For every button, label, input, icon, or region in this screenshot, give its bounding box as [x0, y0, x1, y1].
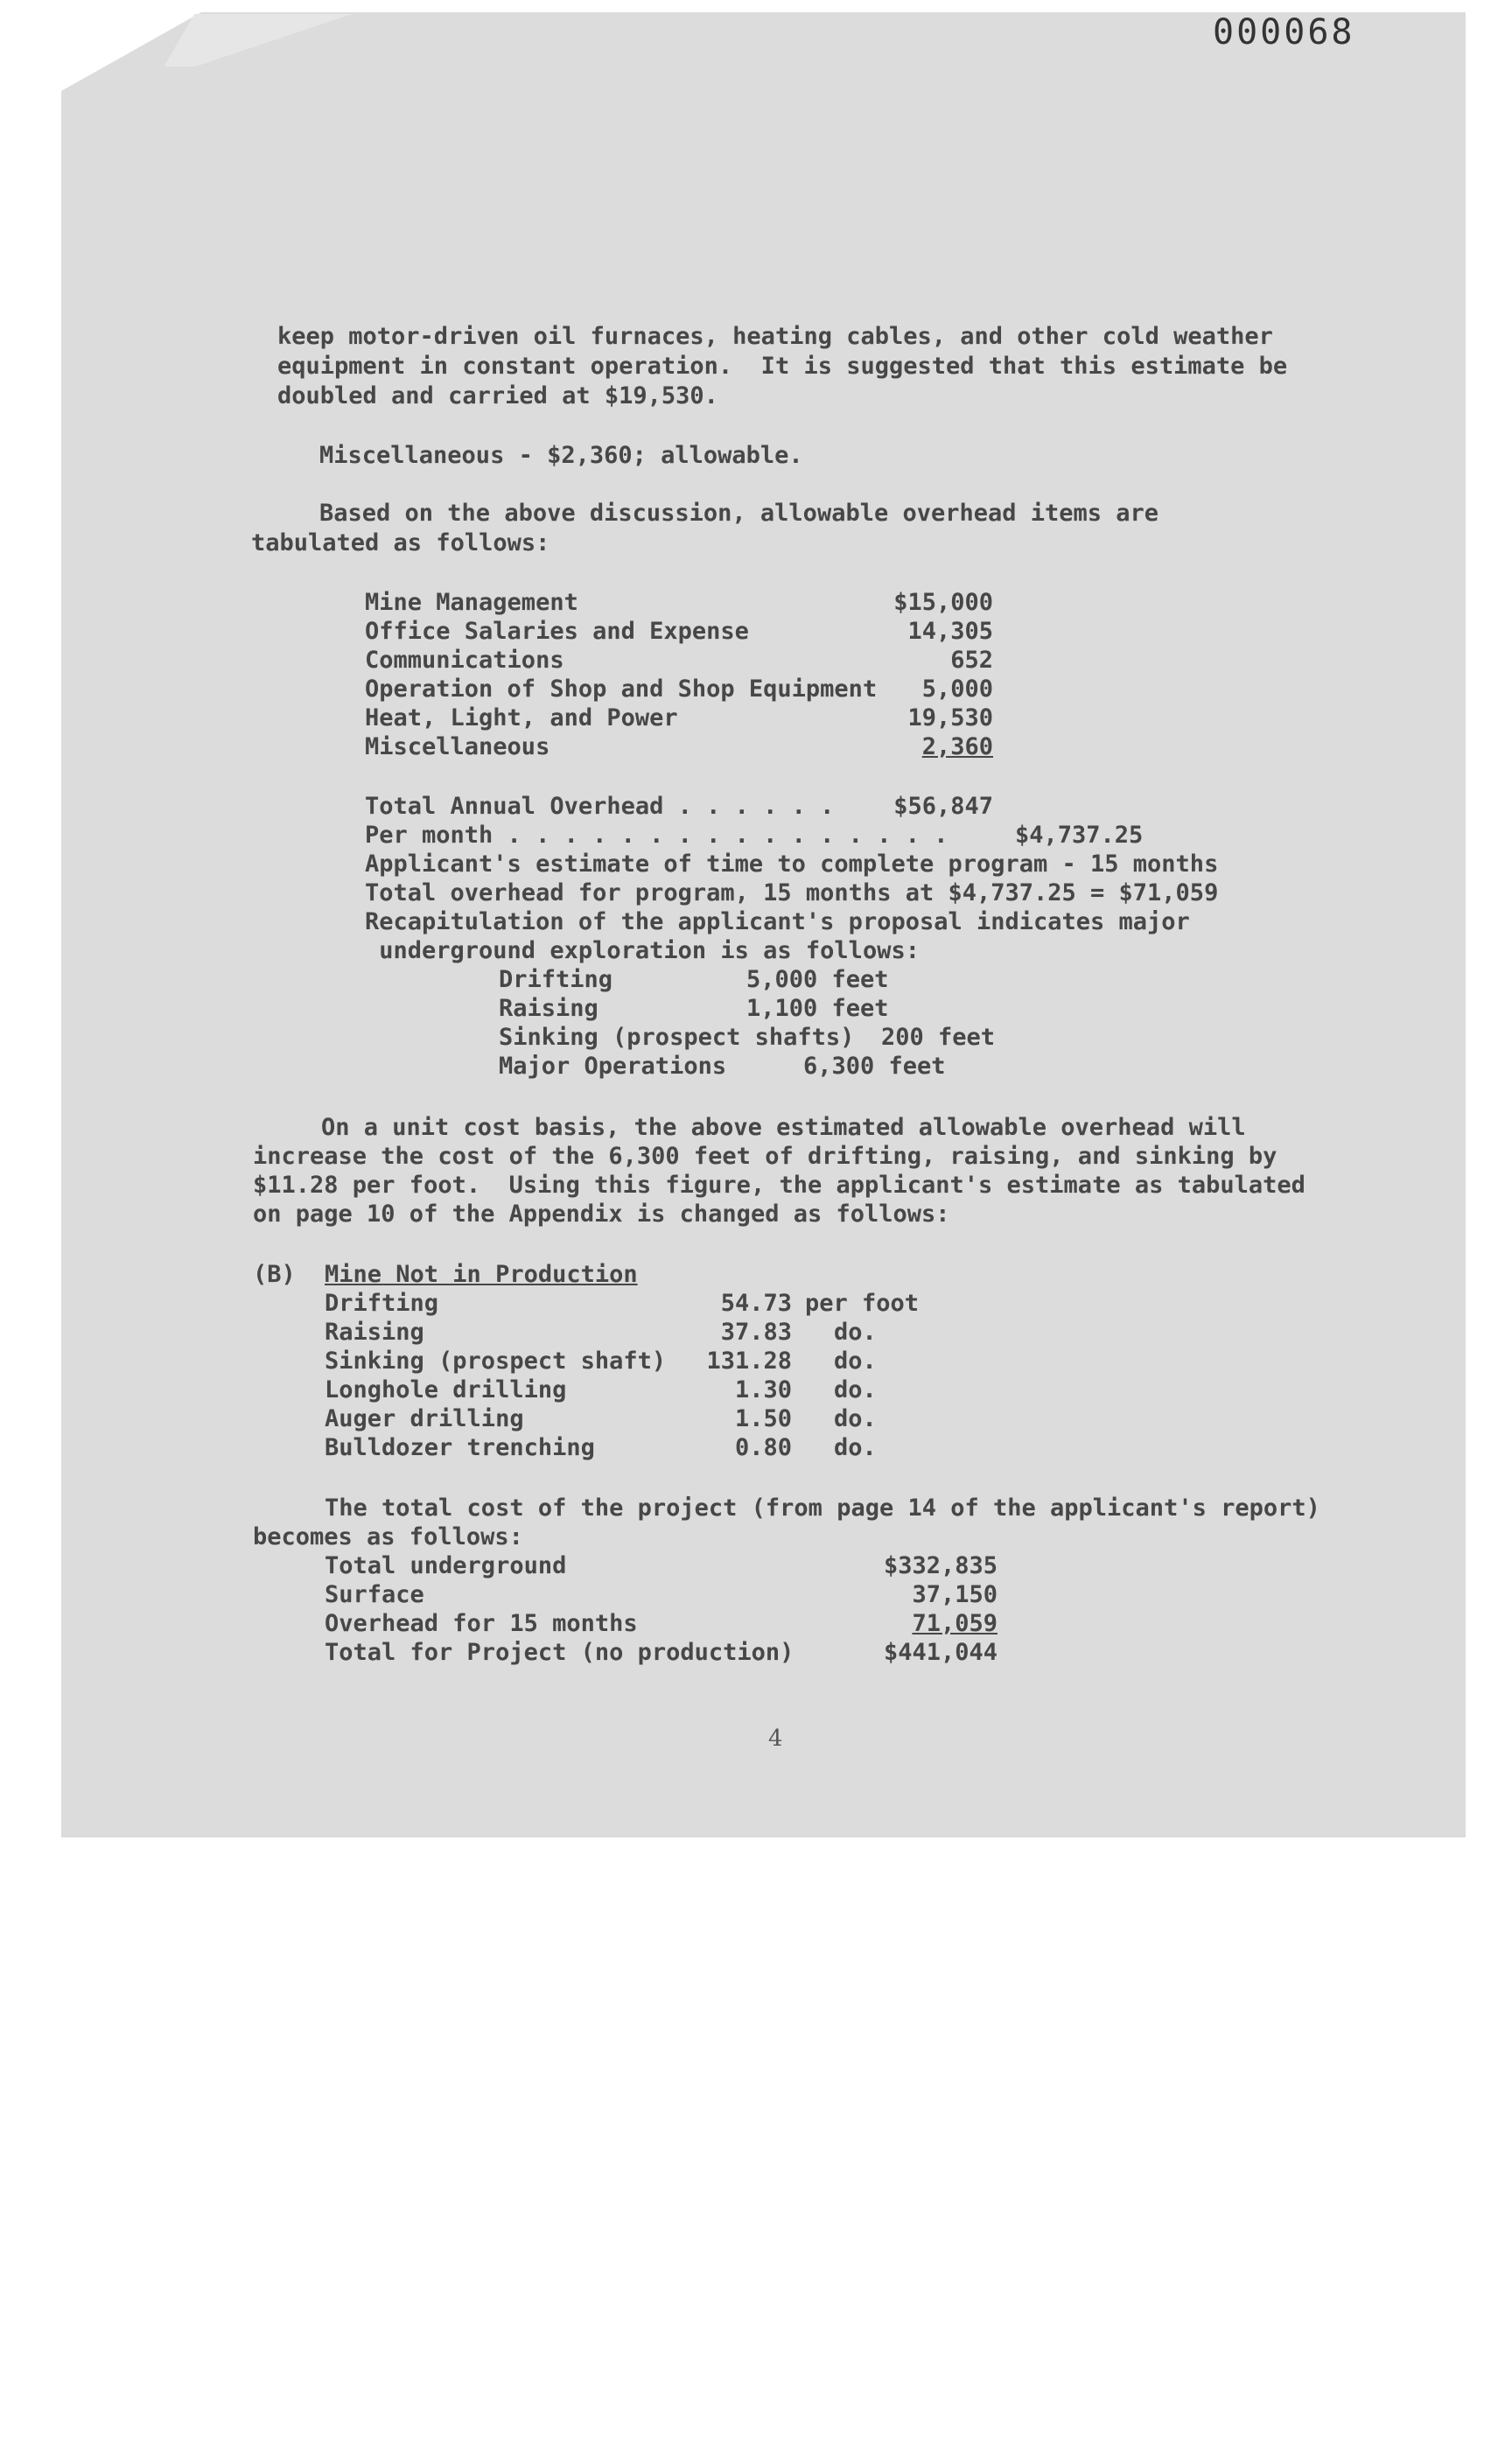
estimate-line: Applicant's estimate of time to complete program - 15 months	[365, 850, 1219, 878]
project-total-label: Total for Project (no production)	[325, 1639, 794, 1666]
exploration-label: Raising	[499, 995, 598, 1022]
miscellaneous-line: Miscellaneous - $2,360; allowable.	[319, 442, 803, 469]
overhead-item-label: Miscellaneous	[365, 733, 550, 760]
section-b-title: Mine Not in Production	[325, 1261, 638, 1288]
based-line-1: Based on the above discussion, allowable overhead items are	[319, 500, 1159, 527]
total-cost-line-1: The total cost of the project (from page 14 of the applicant's report)	[325, 1494, 1320, 1522]
unit-cost-unit: per foot	[805, 1290, 920, 1317]
unit-cost-value: 131.28	[706, 1348, 792, 1375]
total-cost-line-2: becomes as follows:	[253, 1523, 523, 1550]
unit-cost-label: Raising	[325, 1319, 424, 1346]
page-number: 4	[768, 1726, 783, 1752]
unit-cost-line-4: on page 10 of the Appendix is changed as follows:	[253, 1200, 950, 1228]
recap-line-1: Recapitulation of the applicant's proposal indicates major	[365, 908, 1190, 935]
project-total-value: $441,044	[883, 1639, 998, 1666]
unit-cost-value: 37.83	[720, 1319, 792, 1346]
exploration-value: 6,300 feet	[803, 1053, 946, 1080]
total-annual-value: $56,847	[893, 793, 993, 820]
project-total-value: $332,835	[883, 1552, 998, 1579]
unit-cost-label: Auger drilling	[325, 1405, 524, 1432]
exploration-label: Drifting	[499, 966, 613, 993]
intro-line-3: doubled and carried at $19,530.	[277, 382, 718, 410]
project-total-value: 71,059	[912, 1610, 998, 1637]
overhead-item-value: 652	[950, 647, 993, 674]
unit-cost-label: Longhole drilling	[325, 1376, 567, 1404]
overhead-item-value: 2,360	[921, 733, 993, 760]
overhead-item-value: $15,000	[893, 589, 993, 616]
overhead-item-label: Heat, Light, and Power	[365, 704, 678, 732]
overhead-item-value: 5,000	[921, 676, 993, 703]
recap-line-2: underground exploration is as follows:	[365, 937, 920, 964]
overhead-item-value: 19,530	[907, 704, 993, 732]
per-month-label: Per month . . . . . . . . . . . . . . . .	[365, 822, 948, 849]
project-total-label: Overhead for 15 months	[325, 1610, 638, 1637]
unit-cost-label: Drifting	[325, 1290, 439, 1317]
unit-cost-line-1: On a unit cost basis, the above estimated allowable overhead will	[321, 1114, 1246, 1141]
unit-cost-unit: do.	[834, 1319, 877, 1346]
unit-cost-unit: do.	[834, 1405, 877, 1432]
unit-cost-value: 54.73	[720, 1290, 792, 1317]
unit-cost-label: Sinking (prospect shaft)	[325, 1348, 667, 1375]
unit-cost-unit: do.	[834, 1376, 877, 1404]
overhead-item-label: Operation of Shop and Shop Equipment	[365, 676, 878, 703]
exploration-label: Major Operations	[499, 1053, 727, 1080]
overhead-item-label: Office Salaries and Expense	[365, 618, 749, 645]
unit-cost-unit: do.	[834, 1434, 877, 1461]
overhead-item-label: Mine Management	[365, 589, 578, 616]
total-program-line: Total overhead for program, 15 months at $4,737.25 = $71,059	[365, 879, 1219, 906]
exploration-value: 5,000 feet	[746, 966, 889, 993]
based-line-2: tabulated as follows:	[251, 529, 550, 556]
intro-line-1: keep motor-driven oil furnaces, heating cables, and other cold weather	[277, 323, 1273, 350]
unit-cost-unit: do.	[834, 1348, 877, 1375]
project-total-value: 37,150	[912, 1581, 998, 1608]
unit-cost-label: Bulldozer trenching	[325, 1434, 595, 1461]
unit-cost-value: 1.50	[734, 1405, 792, 1432]
total-annual-label: Total Annual Overhead . . . . . .	[365, 793, 835, 820]
per-month-value: $4,737.25	[1015, 822, 1144, 849]
intro-line-2: equipment in constant operation. It is suggested that this estimate be	[277, 353, 1288, 380]
overhead-item-label: Communications	[365, 647, 564, 674]
unit-cost-line-3: $11.28 per foot. Using this figure, the applicant's estimate as tabulated	[253, 1172, 1306, 1199]
project-total-label: Surface	[325, 1581, 424, 1608]
overhead-item-value: 14,305	[907, 618, 993, 645]
exploration-value: 200 feet	[881, 1024, 996, 1051]
unit-cost-value: 1.30	[734, 1376, 792, 1404]
unit-cost-value: 0.80	[734, 1434, 792, 1461]
unit-cost-line-2: increase the cost of the 6,300 feet of drifting, raising, and sinking by	[253, 1143, 1278, 1170]
page-id: 000068	[1213, 12, 1355, 52]
exploration-label: Sinking (prospect shafts)	[499, 1024, 855, 1051]
project-total-label: Total underground	[325, 1552, 567, 1579]
section-b-marker: (B)	[253, 1261, 296, 1288]
exploration-value: 1,100 feet	[746, 995, 889, 1022]
